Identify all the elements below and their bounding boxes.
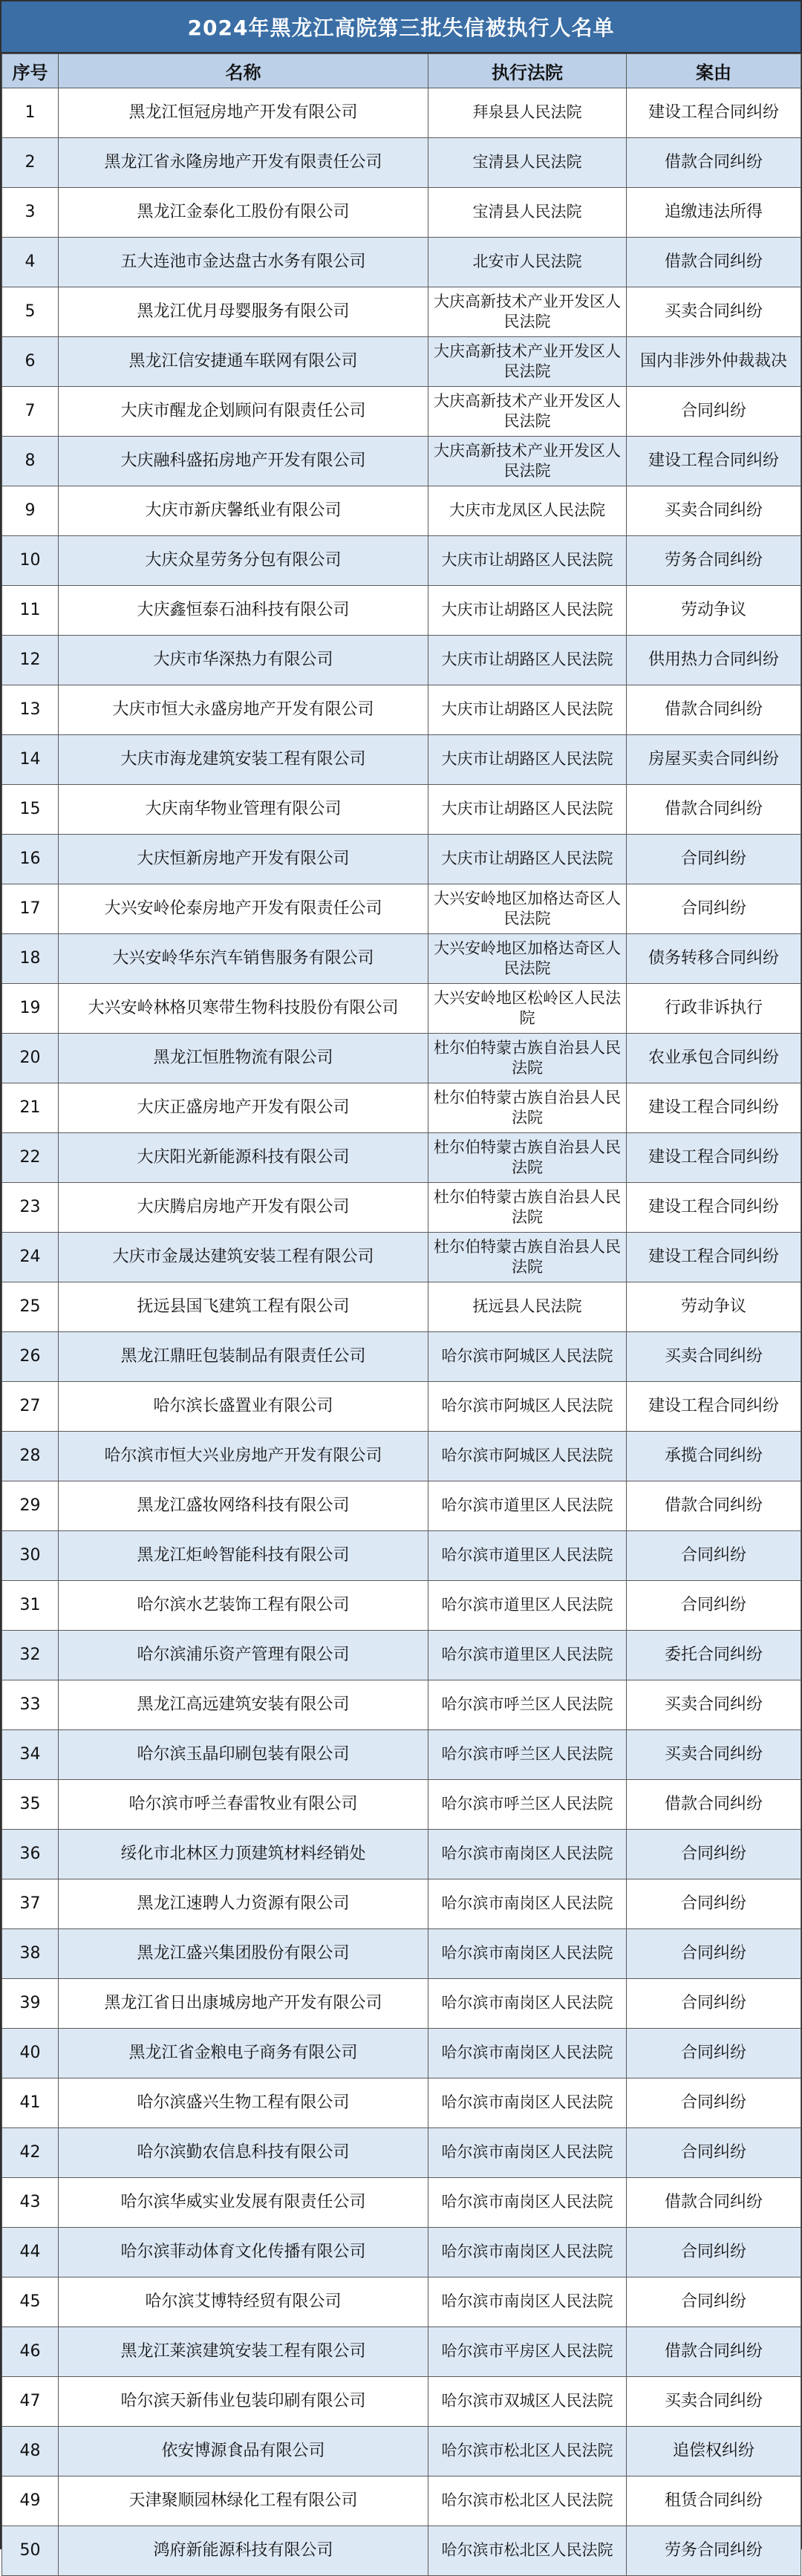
row-court: 大庆高新技术产业开发区人民法院 [428, 387, 627, 437]
row-company-name: 抚远县国飞建筑工程有限公司 [59, 1282, 428, 1332]
table-row [2, 2277, 801, 2327]
row-court: 哈尔滨市南岗区人民法院 [428, 1879, 627, 1929]
row-seq: 19 [2, 984, 59, 1034]
row-court: 宝清县人民法院 [428, 138, 627, 188]
row-court: 哈尔滨市南岗区人民法院 [428, 2228, 627, 2277]
table-row [2, 486, 801, 536]
row-cause: 行政非诉执行 [627, 984, 801, 1034]
row-court: 哈尔滨市南岗区人民法院 [428, 2029, 627, 2078]
row-seq: 39 [2, 1979, 59, 2029]
row-court: 哈尔滨市呼兰区人民法院 [428, 1780, 627, 1830]
row-seq: 47 [2, 2377, 59, 2427]
row-cause: 借款合同纠纷 [627, 2327, 801, 2377]
row-cause: 建设工程合同纠纷 [627, 88, 801, 138]
row-company-name: 大庆恒新房地产开发有限公司 [59, 835, 428, 884]
row-cause: 买卖合同纠纷 [627, 1730, 801, 1780]
table-row [2, 685, 801, 735]
table-row [2, 884, 801, 934]
table-row [2, 934, 801, 984]
row-seq: 12 [2, 636, 59, 685]
row-seq: 33 [2, 1680, 59, 1730]
row-seq: 25 [2, 1282, 59, 1332]
table-row [2, 1382, 801, 1432]
row-cause: 委托合同纠纷 [627, 1631, 801, 1680]
table-row [2, 1780, 801, 1830]
row-seq: 8 [2, 437, 59, 486]
table-row [2, 1183, 801, 1233]
row-seq: 5 [2, 287, 59, 337]
table-row [2, 536, 801, 586]
table-row [2, 188, 801, 238]
row-court: 哈尔滨市阿城区人民法院 [428, 1432, 627, 1481]
table-row [2, 2178, 801, 2228]
row-company-name: 鸿府新能源科技有限公司 [59, 2526, 428, 2576]
row-seq: 43 [2, 2178, 59, 2228]
row-court: 大庆高新技术产业开发区人民法院 [428, 287, 627, 337]
row-cause: 房屋买卖合同纠纷 [627, 735, 801, 785]
row-court: 哈尔滨市阿城区人民法院 [428, 1332, 627, 1382]
row-court: 拜泉县人民法院 [428, 88, 627, 138]
row-seq: 35 [2, 1780, 59, 1830]
row-seq: 9 [2, 486, 59, 536]
row-company-name: 五大连池市金达盘古水务有限公司 [59, 238, 428, 287]
sheet-title: 2024年黑龙江高院第三批失信被执行人名单 [1, 1, 801, 53]
row-company-name: 哈尔滨艾博特经贸有限公司 [59, 2277, 428, 2327]
table-row [2, 1332, 801, 1382]
row-company-name: 天津聚顺园林绿化工程有限公司 [59, 2476, 428, 2526]
row-cause: 劳务合同纠纷 [627, 2526, 801, 2576]
row-court: 哈尔滨市南岗区人民法院 [428, 1830, 627, 1879]
row-company-name: 哈尔滨菲动体育文化传播有限公司 [59, 2228, 428, 2277]
row-cause: 借款合同纠纷 [627, 785, 801, 835]
table-row [2, 88, 801, 138]
row-court: 大庆市让胡路区人民法院 [428, 685, 627, 735]
row-cause: 建设工程合同纠纷 [627, 1133, 801, 1183]
row-cause: 合同纠纷 [627, 2078, 801, 2128]
table-row [2, 2228, 801, 2277]
row-seq: 13 [2, 685, 59, 735]
row-cause: 合同纠纷 [627, 2277, 801, 2327]
row-seq: 15 [2, 785, 59, 835]
row-company-name: 黑龙江信安捷通车联网有限公司 [59, 337, 428, 387]
table-row [2, 2377, 801, 2427]
row-company-name: 哈尔滨华威实业发展有限责任公司 [59, 2178, 428, 2228]
row-court: 杜尔伯特蒙古族自治县人民法院 [428, 1233, 627, 1282]
row-seq: 42 [2, 2128, 59, 2178]
row-court: 哈尔滨市松北区人民法院 [428, 2526, 627, 2576]
row-court: 哈尔滨市道里区人民法院 [428, 1481, 627, 1531]
row-court: 哈尔滨市道里区人民法院 [428, 1581, 627, 1631]
row-court: 宝清县人民法院 [428, 188, 627, 238]
row-court: 大庆高新技术产业开发区人民法院 [428, 337, 627, 387]
row-cause: 追缴违法所得 [627, 188, 801, 238]
table-row [2, 835, 801, 884]
row-company-name: 黑龙江省永隆房地产开发有限责任公司 [59, 138, 428, 188]
row-seq: 50 [2, 2526, 59, 2576]
row-court: 哈尔滨市南岗区人民法院 [428, 1929, 627, 1979]
row-cause: 建设工程合同纠纷 [627, 1233, 801, 1282]
row-cause: 合同纠纷 [627, 1879, 801, 1929]
table-row [2, 2029, 801, 2078]
header-name: 名称 [59, 54, 428, 88]
row-company-name: 哈尔滨水艺装饰工程有限公司 [59, 1581, 428, 1631]
row-seq: 22 [2, 1133, 59, 1183]
table-row [2, 287, 801, 337]
row-cause: 合同纠纷 [627, 2128, 801, 2178]
row-court: 杜尔伯特蒙古族自治县人民法院 [428, 1133, 627, 1183]
blacklist-table [1, 53, 801, 2576]
row-court: 杜尔伯特蒙古族自治县人民法院 [428, 1034, 627, 1083]
table-row [2, 1879, 801, 1929]
row-court: 杜尔伯特蒙古族自治县人民法院 [428, 1183, 627, 1233]
row-court: 大庆市让胡路区人民法院 [428, 785, 627, 835]
table-row [2, 1830, 801, 1879]
table-row [2, 1631, 801, 1680]
row-cause: 合同纠纷 [627, 884, 801, 934]
row-seq: 31 [2, 1581, 59, 1631]
row-seq: 28 [2, 1432, 59, 1481]
row-cause: 合同纠纷 [627, 1929, 801, 1979]
row-cause: 借款合同纠纷 [627, 685, 801, 735]
row-court: 哈尔滨市南岗区人民法院 [428, 2078, 627, 2128]
row-court: 哈尔滨市呼兰区人民法院 [428, 1730, 627, 1780]
row-cause: 合同纠纷 [627, 835, 801, 884]
row-seq: 11 [2, 586, 59, 636]
row-cause: 建设工程合同纠纷 [627, 1382, 801, 1432]
row-court: 大庆市龙凤区人民法院 [428, 486, 627, 536]
row-cause: 借款合同纠纷 [627, 138, 801, 188]
row-company-name: 大庆融科盛拓房地产开发有限公司 [59, 437, 428, 486]
row-cause: 买卖合同纠纷 [627, 486, 801, 536]
row-company-name: 大庆市海龙建筑安装工程有限公司 [59, 735, 428, 785]
row-court: 大庆市让胡路区人民法院 [428, 586, 627, 636]
row-court: 杜尔伯特蒙古族自治县人民法院 [428, 1083, 627, 1133]
row-cause: 合同纠纷 [627, 1979, 801, 2029]
row-court: 抚远县人民法院 [428, 1282, 627, 1332]
row-company-name: 哈尔滨盛兴生物工程有限公司 [59, 2078, 428, 2128]
row-cause: 合同纠纷 [627, 1581, 801, 1631]
table-row [2, 1083, 801, 1133]
row-company-name: 黑龙江莱滨建筑安装工程有限公司 [59, 2327, 428, 2377]
table-row [2, 2427, 801, 2476]
row-company-name: 大庆市华深热力有限公司 [59, 636, 428, 685]
row-cause: 买卖合同纠纷 [627, 1332, 801, 1382]
row-company-name: 黑龙江省日出康城房地产开发有限公司 [59, 1979, 428, 2029]
row-court: 北安市人民法院 [428, 238, 627, 287]
row-seq: 36 [2, 1830, 59, 1879]
table-row [2, 2078, 801, 2128]
row-company-name: 黑龙江盛妆网络科技有限公司 [59, 1481, 428, 1531]
table-row [2, 1233, 801, 1282]
row-company-name: 大庆南华物业管理有限公司 [59, 785, 428, 835]
row-seq: 45 [2, 2277, 59, 2327]
row-court: 大庆高新技术产业开发区人民法院 [428, 437, 627, 486]
table-row [2, 984, 801, 1034]
row-seq: 44 [2, 2228, 59, 2277]
row-cause: 买卖合同纠纷 [627, 1680, 801, 1730]
row-cause: 合同纠纷 [627, 1531, 801, 1581]
row-seq: 49 [2, 2476, 59, 2526]
row-cause: 合同纠纷 [627, 1830, 801, 1879]
row-seq: 38 [2, 1929, 59, 1979]
table-row [2, 1481, 801, 1531]
row-court: 大兴安岭地区加格达奇区人民法院 [428, 884, 627, 934]
row-company-name: 哈尔滨浦乐资产管理有限公司 [59, 1631, 428, 1680]
row-cause: 借款合同纠纷 [627, 1481, 801, 1531]
table-row [2, 337, 801, 387]
row-seq: 37 [2, 1879, 59, 1929]
row-company-name: 大庆鑫恒泰石油科技有限公司 [59, 586, 428, 636]
row-cause: 劳动争议 [627, 1282, 801, 1332]
table-row [2, 1034, 801, 1083]
row-cause: 国内非涉外仲裁裁决 [627, 337, 801, 387]
row-seq: 6 [2, 337, 59, 387]
header-cause: 案由 [627, 54, 801, 88]
row-company-name: 黑龙江炬岭智能科技有限公司 [59, 1531, 428, 1581]
row-seq: 2 [2, 138, 59, 188]
row-company-name: 大庆腾启房地产开发有限公司 [59, 1183, 428, 1233]
row-company-name: 大庆众星劳务分包有限公司 [59, 536, 428, 586]
table-row [2, 636, 801, 685]
row-cause: 合同纠纷 [627, 2029, 801, 2078]
row-seq: 26 [2, 1332, 59, 1382]
row-seq: 10 [2, 536, 59, 586]
row-court: 哈尔滨市道里区人民法院 [428, 1631, 627, 1680]
row-cause: 债务转移合同纠纷 [627, 934, 801, 984]
row-seq: 34 [2, 1730, 59, 1780]
row-court: 哈尔滨市南岗区人民法院 [428, 2178, 627, 2228]
row-company-name: 哈尔滨市恒大兴业房地产开发有限公司 [59, 1432, 428, 1481]
row-cause: 借款合同纠纷 [627, 1780, 801, 1830]
row-seq: 40 [2, 2029, 59, 2078]
row-court: 大庆市让胡路区人民法院 [428, 536, 627, 586]
table-row [2, 1282, 801, 1332]
row-court: 哈尔滨市松北区人民法院 [428, 2476, 627, 2526]
row-company-name: 黑龙江盛兴集团股份有限公司 [59, 1929, 428, 1979]
table-row [2, 1929, 801, 1979]
row-seq: 18 [2, 934, 59, 984]
header-seq: 序号 [2, 54, 59, 88]
row-company-name: 大兴安岭华东汽车销售服务有限公司 [59, 934, 428, 984]
table-row [2, 785, 801, 835]
row-seq: 46 [2, 2327, 59, 2377]
table-row [2, 1133, 801, 1183]
row-court: 哈尔滨市道里区人民法院 [428, 1531, 627, 1581]
row-company-name: 黑龙江恒胜物流有限公司 [59, 1034, 428, 1083]
row-seq: 7 [2, 387, 59, 437]
row-company-name: 哈尔滨市呼兰春雷牧业有限公司 [59, 1780, 428, 1830]
row-seq: 1 [2, 88, 59, 138]
row-cause: 合同纠纷 [627, 387, 801, 437]
header-row [2, 54, 801, 88]
row-company-name: 大庆市新庆馨纸业有限公司 [59, 486, 428, 536]
table-row [2, 1581, 801, 1631]
row-company-name: 大庆市恒大永盛房地产开发有限公司 [59, 685, 428, 735]
row-seq: 4 [2, 238, 59, 287]
row-seq: 30 [2, 1531, 59, 1581]
row-seq: 20 [2, 1034, 59, 1083]
row-company-name: 大庆市金晟达建筑安装工程有限公司 [59, 1233, 428, 1282]
row-seq: 48 [2, 2427, 59, 2476]
row-company-name: 哈尔滨长盛置业有限公司 [59, 1382, 428, 1432]
table-row [2, 1432, 801, 1481]
row-court: 哈尔滨市阿城区人民法院 [428, 1382, 627, 1432]
row-company-name: 黑龙江优月母婴服务有限公司 [59, 287, 428, 337]
row-company-name: 黑龙江金泰化工股份有限公司 [59, 188, 428, 238]
table-row [2, 387, 801, 437]
row-company-name: 哈尔滨玉晶印刷包装有限公司 [59, 1730, 428, 1780]
table-row [2, 1730, 801, 1780]
row-cause: 买卖合同纠纷 [627, 287, 801, 337]
table-body [2, 88, 801, 2576]
table-row [2, 586, 801, 636]
row-court: 哈尔滨市松北区人民法院 [428, 2427, 627, 2476]
row-court: 哈尔滨市双城区人民法院 [428, 2377, 627, 2427]
row-seq: 23 [2, 1183, 59, 1233]
row-company-name: 黑龙江鼎旺包装制品有限责任公司 [59, 1332, 428, 1382]
row-company-name: 黑龙江恒冠房地产开发有限公司 [59, 88, 428, 138]
row-court: 哈尔滨市呼兰区人民法院 [428, 1680, 627, 1730]
row-seq: 32 [2, 1631, 59, 1680]
row-court: 大庆市让胡路区人民法院 [428, 735, 627, 785]
row-company-name: 大庆市醒龙企划顾问有限责任公司 [59, 387, 428, 437]
row-seq: 29 [2, 1481, 59, 1531]
row-cause: 承揽合同纠纷 [627, 1432, 801, 1481]
row-court: 哈尔滨市南岗区人民法院 [428, 2128, 627, 2178]
header-court: 执行法院 [428, 54, 627, 88]
table-row [2, 1979, 801, 2029]
row-cause: 合同纠纷 [627, 2228, 801, 2277]
row-court: 大庆市让胡路区人民法院 [428, 636, 627, 685]
row-seq: 27 [2, 1382, 59, 1432]
row-court: 大兴安岭地区松岭区人民法院 [428, 984, 627, 1034]
row-company-name: 大庆正盛房地产开发有限公司 [59, 1083, 428, 1133]
row-seq: 17 [2, 884, 59, 934]
table-row [2, 1531, 801, 1581]
table-row [2, 138, 801, 188]
row-cause: 劳务合同纠纷 [627, 536, 801, 586]
row-cause: 借款合同纠纷 [627, 2178, 801, 2228]
row-company-name: 依安博源食品有限公司 [59, 2427, 428, 2476]
row-seq: 24 [2, 1233, 59, 1282]
row-company-name: 哈尔滨勤农信息科技有限公司 [59, 2128, 428, 2178]
row-cause: 追偿权纠纷 [627, 2427, 801, 2476]
row-cause: 借款合同纠纷 [627, 238, 801, 287]
row-cause: 租赁合同纠纷 [627, 2476, 801, 2526]
row-seq: 16 [2, 835, 59, 884]
row-company-name: 绥化市北林区力顶建筑材料经销处 [59, 1830, 428, 1879]
table-row [2, 2476, 801, 2526]
row-cause: 劳动争议 [627, 586, 801, 636]
row-seq: 21 [2, 1083, 59, 1133]
row-cause: 建设工程合同纠纷 [627, 1183, 801, 1233]
table-row [2, 1680, 801, 1730]
row-court: 大兴安岭地区加格达奇区人民法院 [428, 934, 627, 984]
row-court: 大庆市让胡路区人民法院 [428, 835, 627, 884]
row-court: 哈尔滨市平房区人民法院 [428, 2327, 627, 2377]
row-court: 哈尔滨市南岗区人民法院 [428, 2277, 627, 2327]
table-row [2, 2327, 801, 2377]
row-seq: 3 [2, 188, 59, 238]
row-cause: 农业承包合同纠纷 [627, 1034, 801, 1083]
row-cause: 买卖合同纠纷 [627, 2377, 801, 2427]
row-company-name: 哈尔滨天新伟业包装印刷有限公司 [59, 2377, 428, 2427]
row-company-name: 黑龙江高远建筑安装有限公司 [59, 1680, 428, 1730]
row-company-name: 大兴安岭林格贝寒带生物科技股份有限公司 [59, 984, 428, 1034]
table-row [2, 2128, 801, 2178]
row-cause: 建设工程合同纠纷 [627, 1083, 801, 1133]
row-company-name: 大兴安岭伦泰房地产开发有限责任公司 [59, 884, 428, 934]
row-seq: 14 [2, 735, 59, 785]
table-row [2, 238, 801, 287]
row-seq: 41 [2, 2078, 59, 2128]
table-row [2, 2526, 801, 2576]
row-company-name: 黑龙江省金粮电子商务有限公司 [59, 2029, 428, 2078]
row-company-name: 黑龙江速聘人力资源有限公司 [59, 1879, 428, 1929]
row-court: 哈尔滨市南岗区人民法院 [428, 1979, 627, 2029]
row-cause: 建设工程合同纠纷 [627, 437, 801, 486]
row-cause: 供用热力合同纠纷 [627, 636, 801, 685]
row-company-name: 大庆阳光新能源科技有限公司 [59, 1133, 428, 1183]
table-row [2, 437, 801, 486]
table-row [2, 735, 801, 785]
